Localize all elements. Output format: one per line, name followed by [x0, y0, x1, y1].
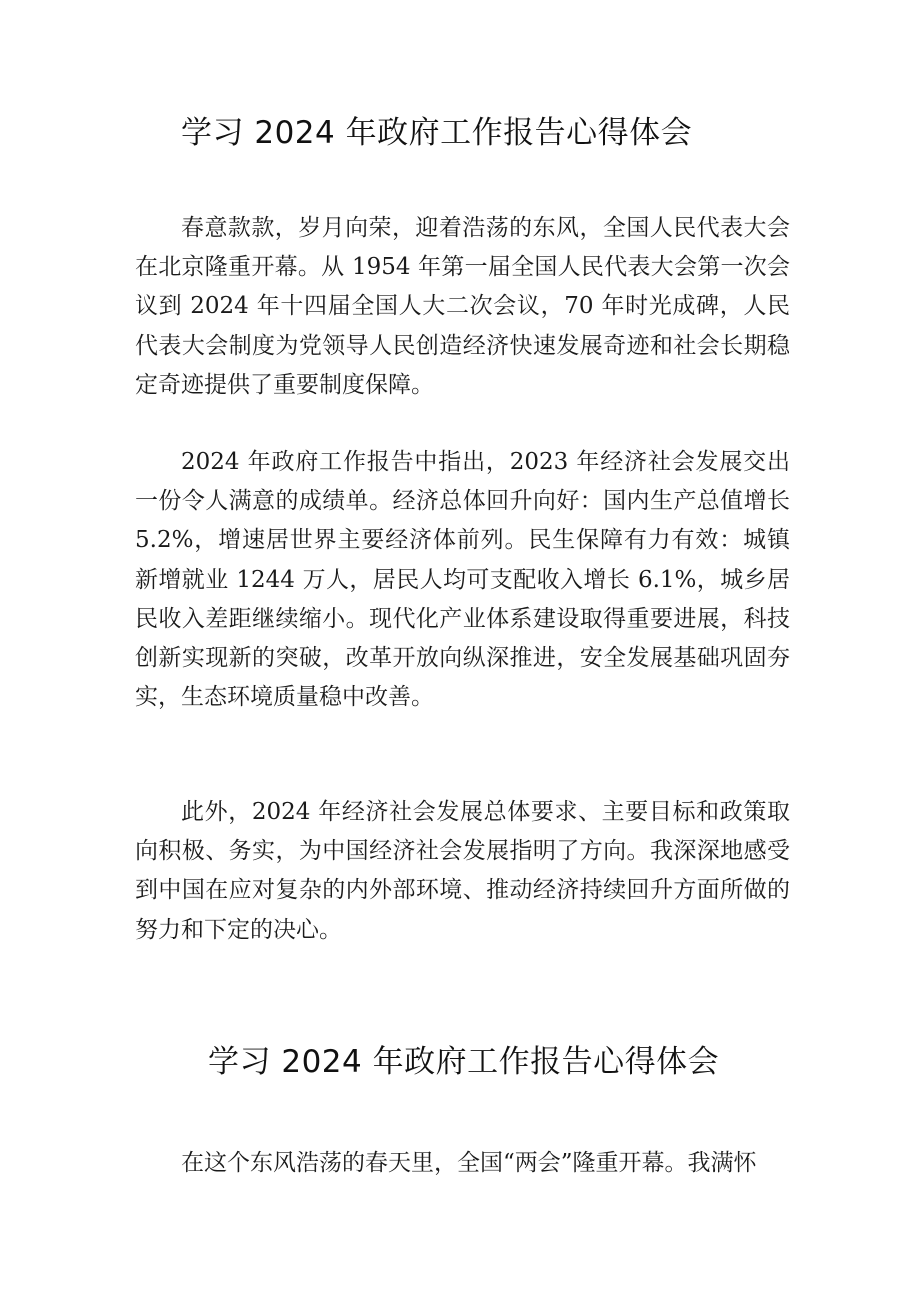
paragraph-second-opening: 在这个东风浩荡的春天里，全国“两会”隆重开幕。我满怀 — [181, 1150, 757, 1176]
document-title: 学习 2024 年政府工作报告心得体会 — [181, 115, 693, 151]
paragraph-opening: 春意款款，岁月向荣，迎着浩荡的东风，全国人民代表大会在北京隆重开幕。从 1954 年第一届全国人民代表大会第一次会议到 2024 年十四届全国人大二次会议，70 年时光成碑，人民代表大会制度为党领导人民创造经济快速发展奇迹和社会长期稳定奇迹提供了重要制度保障。 — [135, 215, 790, 398]
paragraph-outlook: 此外，2024 年经济社会发展总体要求、主要目标和政策取向积极、务实，为中国经济社会发展指明了方向。我深深地感受到中国在应对复杂的内外部环境、推动经济持续回升方面所做的努力和下定的决心。 — [135, 799, 790, 943]
document-title-second: 学习 2024 年政府工作报告心得体会 — [208, 1044, 720, 1080]
paragraph-report-achievements: 2024 年政府工作报告中指出，2023 年经济社会发展交出一份令人满意的成绩单。经济总体回升向好：国内生产总值增长 5.2%，增速居世界主要经济体前列。民生保障有力有效：城镇新增就业 1244 万人，居民人均可支配收入增长 6.1%，城乡居民收入差距继续缩小。现代化产业体系建设取得重要进展，科技创新实现新的突破，改革开放向纵深推进，安全发展基础巩固夯实，生态环境质量稳中改善。 — [135, 449, 790, 711]
